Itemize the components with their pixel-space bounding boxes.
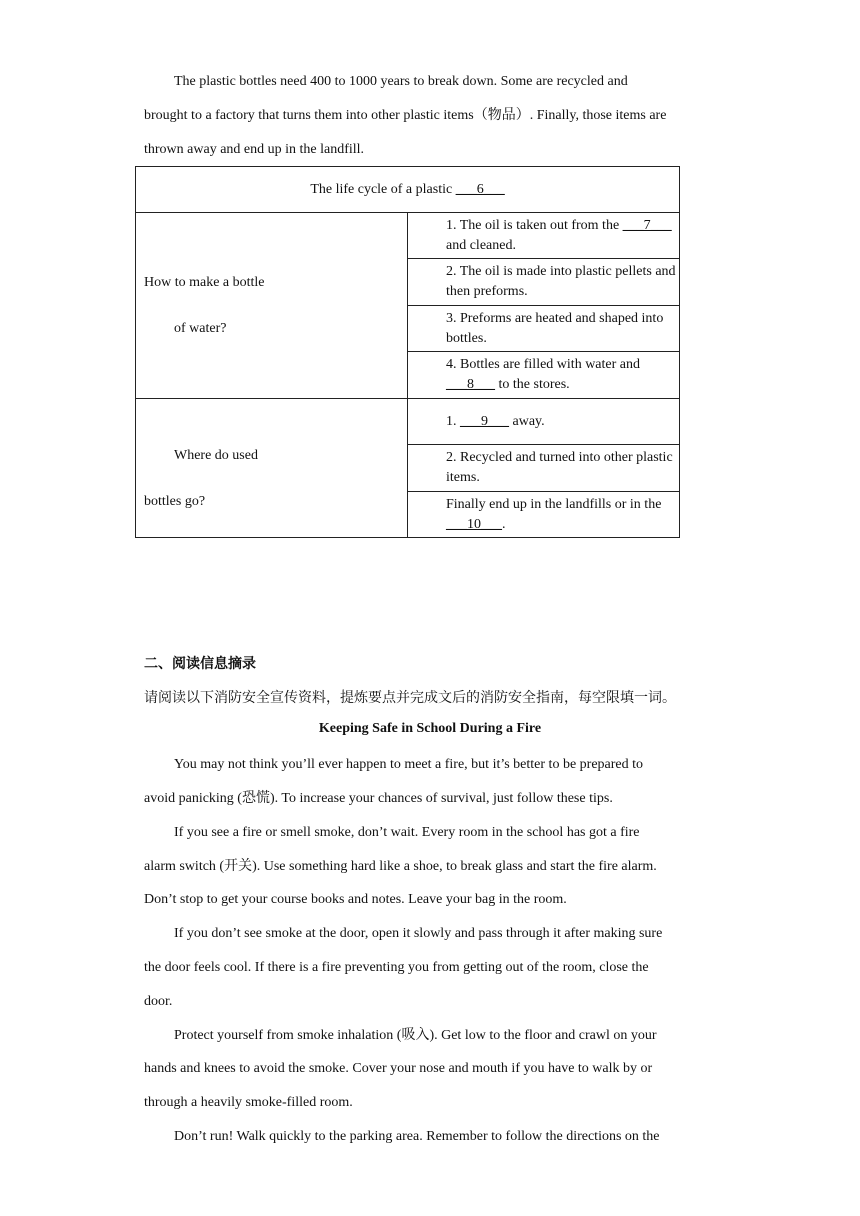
table-row: 1. ___9___ away. [408,399,680,445]
article-line: alarm switch (开关). Use something hard like a shoe, to break glass and start the fire alarm. [144,859,657,874]
article-title: Keeping Safe in School During a Fire [318,721,542,736]
life-cycle-table [135,166,680,538]
table-row: 3. Preforms are heated and shaped into bottles. [408,306,680,352]
article-line: Protect yourself from smoke inhalation (吸入). Get low to the floor and crawl on your [174,1028,657,1043]
article-line: Don’t run! Walk quickly to the parking area. Remember to follow the directions on the [174,1129,660,1144]
article-line: through a heavily smoke-filled room. [144,1095,353,1110]
article-line: Don’t stop to get your course books and notes. Leave your bag in the room. [144,892,567,907]
article-line: avoid panicking (恐慌). To increase your chances of survival, just follow these tips. [144,791,613,806]
table-row: 2. The oil is made into plastic pellets and then preforms. [408,259,680,306]
table-row: Finally end up in the landfills or in the ___10___. [408,492,680,538]
instructions: 请阅读以下消防安全宣传资料，提炼要点并完成文后的消防安全指南，每空限填一词。 [144,690,676,706]
article-line: You may not think you’ll ever happen to meet a fire, but it’s better to be prepared to [174,757,644,772]
table-row: 1. The oil is taken out from the ___7___ and cleaned. [408,213,680,259]
article-line: the door feels cool. If there is a fire preventing you from getting out of the room, close the [144,960,649,975]
article-line: door. [144,994,173,1009]
passage-line: brought to a factory that turns them into other plastic items（物品）. Finally, those items are [144,108,667,123]
blank-10: ___10___ [446,516,502,532]
table-header: The life cycle of a plastic ___6___ [136,167,680,213]
article-line: If you see a fire or smell smoke, don’t wait. Every room in the school has got a fire [174,825,640,840]
passage-line: The plastic bottles need 400 to 1000 years to break down. Some are recycled and [174,74,628,89]
passage-line: thrown away and end up in the landfill. [144,142,365,157]
article-line: hands and knees to avoid the smoke. Cover your nose and mouth if you have to walk by or [144,1061,653,1076]
blank-6: ___6___ [455,181,505,197]
blank-7: ___7___ [622,217,672,233]
section-label-make-bottle: How to make a bottle of water? [136,213,408,399]
blank-9: ___9___ [460,413,509,429]
section-heading: 二、阅读信息摘录 [144,656,256,672]
section-label-used-bottles: Where do used bottles go? [136,399,408,538]
article-line: If you don’t see smoke at the door, open it slowly and pass through it after making sure [174,926,663,941]
table-row: 4. Bottles are filled with water and ___8___ to the stores. [408,352,680,399]
blank-8: ___8___ [446,377,495,392]
table-row: 2. Recycled and turned into other plastic items. [408,445,680,492]
